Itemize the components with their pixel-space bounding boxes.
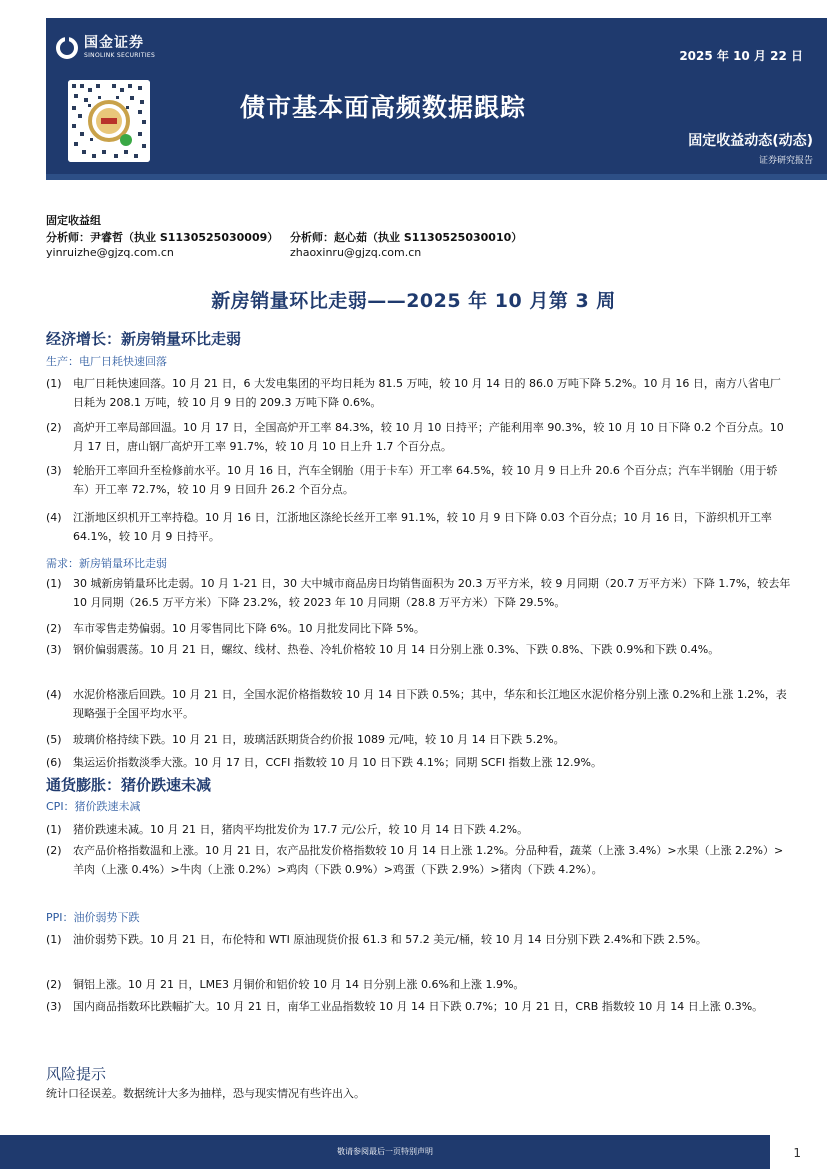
item-text: 高炉开工率局部回温。10 月 17 日，全国高炉开工率 84.3%，较 10 月 10 日持平；产能利用率 90.3%，较 10 月 10 日下降 0.2 个百分点。10 月 17 日，唐山钢厂高炉开工率 91.7%，较 10 月 10 日上升 1.7 个百分点。 bbox=[73, 421, 784, 453]
list-item bbox=[46, 841, 791, 879]
report-title: 债市基本面高频数据跟踪 bbox=[240, 93, 527, 122]
item-text: 玻璃价格持续下跌。10 月 21 日，玻璃活跃期货合约价报 1089 元/吨，较 10 月 14 日下跌 5.2%。 bbox=[73, 733, 565, 746]
list-item bbox=[46, 418, 791, 456]
analyst-2-email[interactable]: zhaoxinru@gjzq.com.cn bbox=[290, 246, 422, 259]
item-number: (2) bbox=[46, 844, 62, 857]
item-number: (1) bbox=[46, 377, 62, 390]
item-number: (6) bbox=[46, 756, 62, 769]
list-item bbox=[46, 374, 791, 412]
item-text: 猪价跌速未减。10 月 21 日，猪肉平均批发价为 17.7 元/公斤，较 10 月 14 日下跌 4.2%。 bbox=[73, 823, 529, 836]
item-text: 集运运价指数淡季大涨。10 月 17 日，CCFI 指数较 10 月 10 日下跌 4.1%；同期 SCFI 指数上涨 12.9%。 bbox=[73, 756, 603, 769]
main-title: 新房销量环比走弱——2025 年 10 月第 3 周 bbox=[211, 290, 616, 312]
logo-mark-icon bbox=[56, 37, 78, 59]
list-item bbox=[46, 574, 791, 612]
report-date: 2025 年 10 月 22 日 bbox=[679, 49, 803, 63]
analyst-1: 分析师：尹睿哲（执业 S1130525030009） bbox=[46, 231, 279, 244]
list-item bbox=[46, 930, 791, 949]
list-item bbox=[46, 461, 791, 499]
item-number: (2) bbox=[46, 421, 62, 434]
item-text: 30 城新房销量环比走弱。10 月 1-21 日，30 大中城市商品房日均销售面积为 20.3 万平方米，较 9 月同期（20.7 万平方米）下降 1.7%，较去年 10 月同期（26.5 万平方米）下降 23.2%，较 2023 年 10 月同期（28.8 万平方米）下降 29.5%。 bbox=[73, 577, 791, 609]
item-text: 江浙地区织机开工率持稳。10 月 16 日，江浙地区涤纶长丝开工率 91.1%，较 10 月 9 日下降 0.03 个百分点；10 月 16 日，下游织机开工率 64.1%，较 10 月 9 日持平。 bbox=[73, 511, 772, 543]
item-number: (1) bbox=[46, 577, 62, 590]
risk-text: 统计口径误差。数据统计大多为抽样，恐与现实情况有些许出入。 bbox=[46, 1087, 365, 1100]
list-item bbox=[46, 820, 791, 839]
item-number: (5) bbox=[46, 733, 62, 746]
header-bottom-strip bbox=[46, 174, 827, 180]
list-item bbox=[46, 685, 791, 723]
section-title-inflation: 通货膨胀：猪价跌速未减 bbox=[46, 776, 212, 794]
item-text: 电厂日耗快速回落。10 月 21 日，6 大发电集团的平均日耗为 81.5 万吨，较 10 月 14 日的 86.0 万吨下降 5.2%。10 月 16 日，南方八省电厂日耗为 208.1 万吨，较 10 月 9 日的 209.3 万吨下降 0.6%。 bbox=[73, 377, 781, 409]
analyst-2: 分析师：赵心茹（执业 S1130525030010） bbox=[290, 231, 523, 244]
item-text: 车市零售走势偏弱。10 月零售同比下降 6%。10 月批发同比下降 5%。 bbox=[73, 622, 425, 635]
logo-english-name: SINOLINK SECURITIES bbox=[84, 52, 156, 59]
email-row bbox=[46, 246, 422, 259]
page-footer bbox=[0, 1135, 770, 1169]
list-item bbox=[46, 997, 791, 1016]
subsection-title-ppi: PPI：油价弱势下跌 bbox=[46, 911, 140, 924]
list-item bbox=[46, 508, 791, 546]
logo-chinese-name: 国金证券 bbox=[84, 35, 144, 51]
item-text: 国内商品指数环比跌幅扩大。10 月 21 日，南华工业品指数较 10 月 14 日下跌 0.7%；10 月 21 日，CRB 指数较 10 月 14 日上涨 0.3%。 bbox=[73, 1000, 764, 1013]
section-title-growth: 经济增长：新房销量环比走弱 bbox=[46, 330, 242, 348]
item-number: (4) bbox=[46, 511, 62, 524]
subsection-title-production: 生产：电厂日耗快速回落 bbox=[46, 355, 167, 368]
analyst-row bbox=[46, 229, 523, 245]
page-number: 1 bbox=[793, 1146, 801, 1160]
item-number: (3) bbox=[46, 1000, 62, 1013]
list-item bbox=[46, 975, 791, 994]
company-logo bbox=[56, 36, 155, 59]
item-text: 农产品价格指数温和上涨。10 月 21 日，农产品批发价格指数较 10 月 14 日上涨 1.2%。分品种看，蔬菜（上涨 3.4%）>水果（上涨 2.2%）>羊肉（上涨 0.4%）>牛肉（上涨 0.2%）>鸡肉（下跌 0.9%）>鸡蛋（下跌 2.9%）>猪肉（下跌 4.2%）。 bbox=[73, 844, 784, 876]
qr-code-icon bbox=[68, 80, 150, 162]
item-text: 钢价偏弱震荡。10 月 21 日，螺纹、线材、热卷、冷轧价格较 10 月 14 日分别上涨 0.3%、下跌 0.8%、下跌 0.9%和下跌 0.4%。 bbox=[73, 643, 720, 656]
item-number: (1) bbox=[46, 823, 62, 836]
item-text: 油价弱势下跌。10 月 21 日，布伦特和 WTI 原油现货价报 61.3 和 57.2 美元/桶，较 10 月 14 日分别下跌 2.4%和下跌 2.5%。 bbox=[73, 933, 707, 946]
report-type: 固定收益动态(动态) bbox=[688, 133, 813, 149]
subsection-title-demand: 需求：新房销量环比走弱 bbox=[46, 557, 167, 570]
item-number: (2) bbox=[46, 622, 62, 635]
item-number: (3) bbox=[46, 464, 62, 477]
item-number: (2) bbox=[46, 978, 62, 991]
list-item bbox=[46, 619, 791, 638]
footer-disclaimer-note[interactable]: 敬请参阅最后一页特别声明 bbox=[337, 1147, 433, 1156]
item-number: (3) bbox=[46, 643, 62, 656]
subsection-title-cpi: CPI：猪价跌速未减 bbox=[46, 800, 141, 813]
item-text: 铜铝上涨。10 月 21 日，LME3 月铜价和铝价较 10 月 14 日分别上涨 0.6%和上涨 1.9%。 bbox=[73, 978, 525, 991]
team-name: 固定收益组 bbox=[46, 214, 101, 227]
analyst-1-email[interactable]: yinruizhe@gjzq.com.cn bbox=[46, 246, 174, 259]
item-text: 水泥价格涨后回跌。10 月 21 日，全国水泥价格指数较 10 月 14 日下跌 0.5%；其中，华东和长江地区水泥价格分别上涨 0.2%和上涨 1.2%，表现略强于全国平均水平。 bbox=[73, 688, 787, 720]
list-item bbox=[46, 640, 791, 659]
section-title-risk: 风险提示 bbox=[46, 1065, 107, 1083]
item-number: (4) bbox=[46, 688, 62, 701]
item-text: 轮胎开工率回升至检修前水平。10 月 16 日，汽车全钢胎（用于卡车）开工率 64.5%，较 10 月 9 日上升 20.6 个百分点；汽车半钢胎（用于轿车）开工率 72.7%，较 10 月 9 日回升 26.2 个百分点。 bbox=[73, 464, 778, 496]
list-item bbox=[46, 753, 791, 772]
item-number: (1) bbox=[46, 933, 62, 946]
list-item bbox=[46, 730, 791, 749]
report-subtype: 证券研究报告 bbox=[758, 156, 813, 166]
